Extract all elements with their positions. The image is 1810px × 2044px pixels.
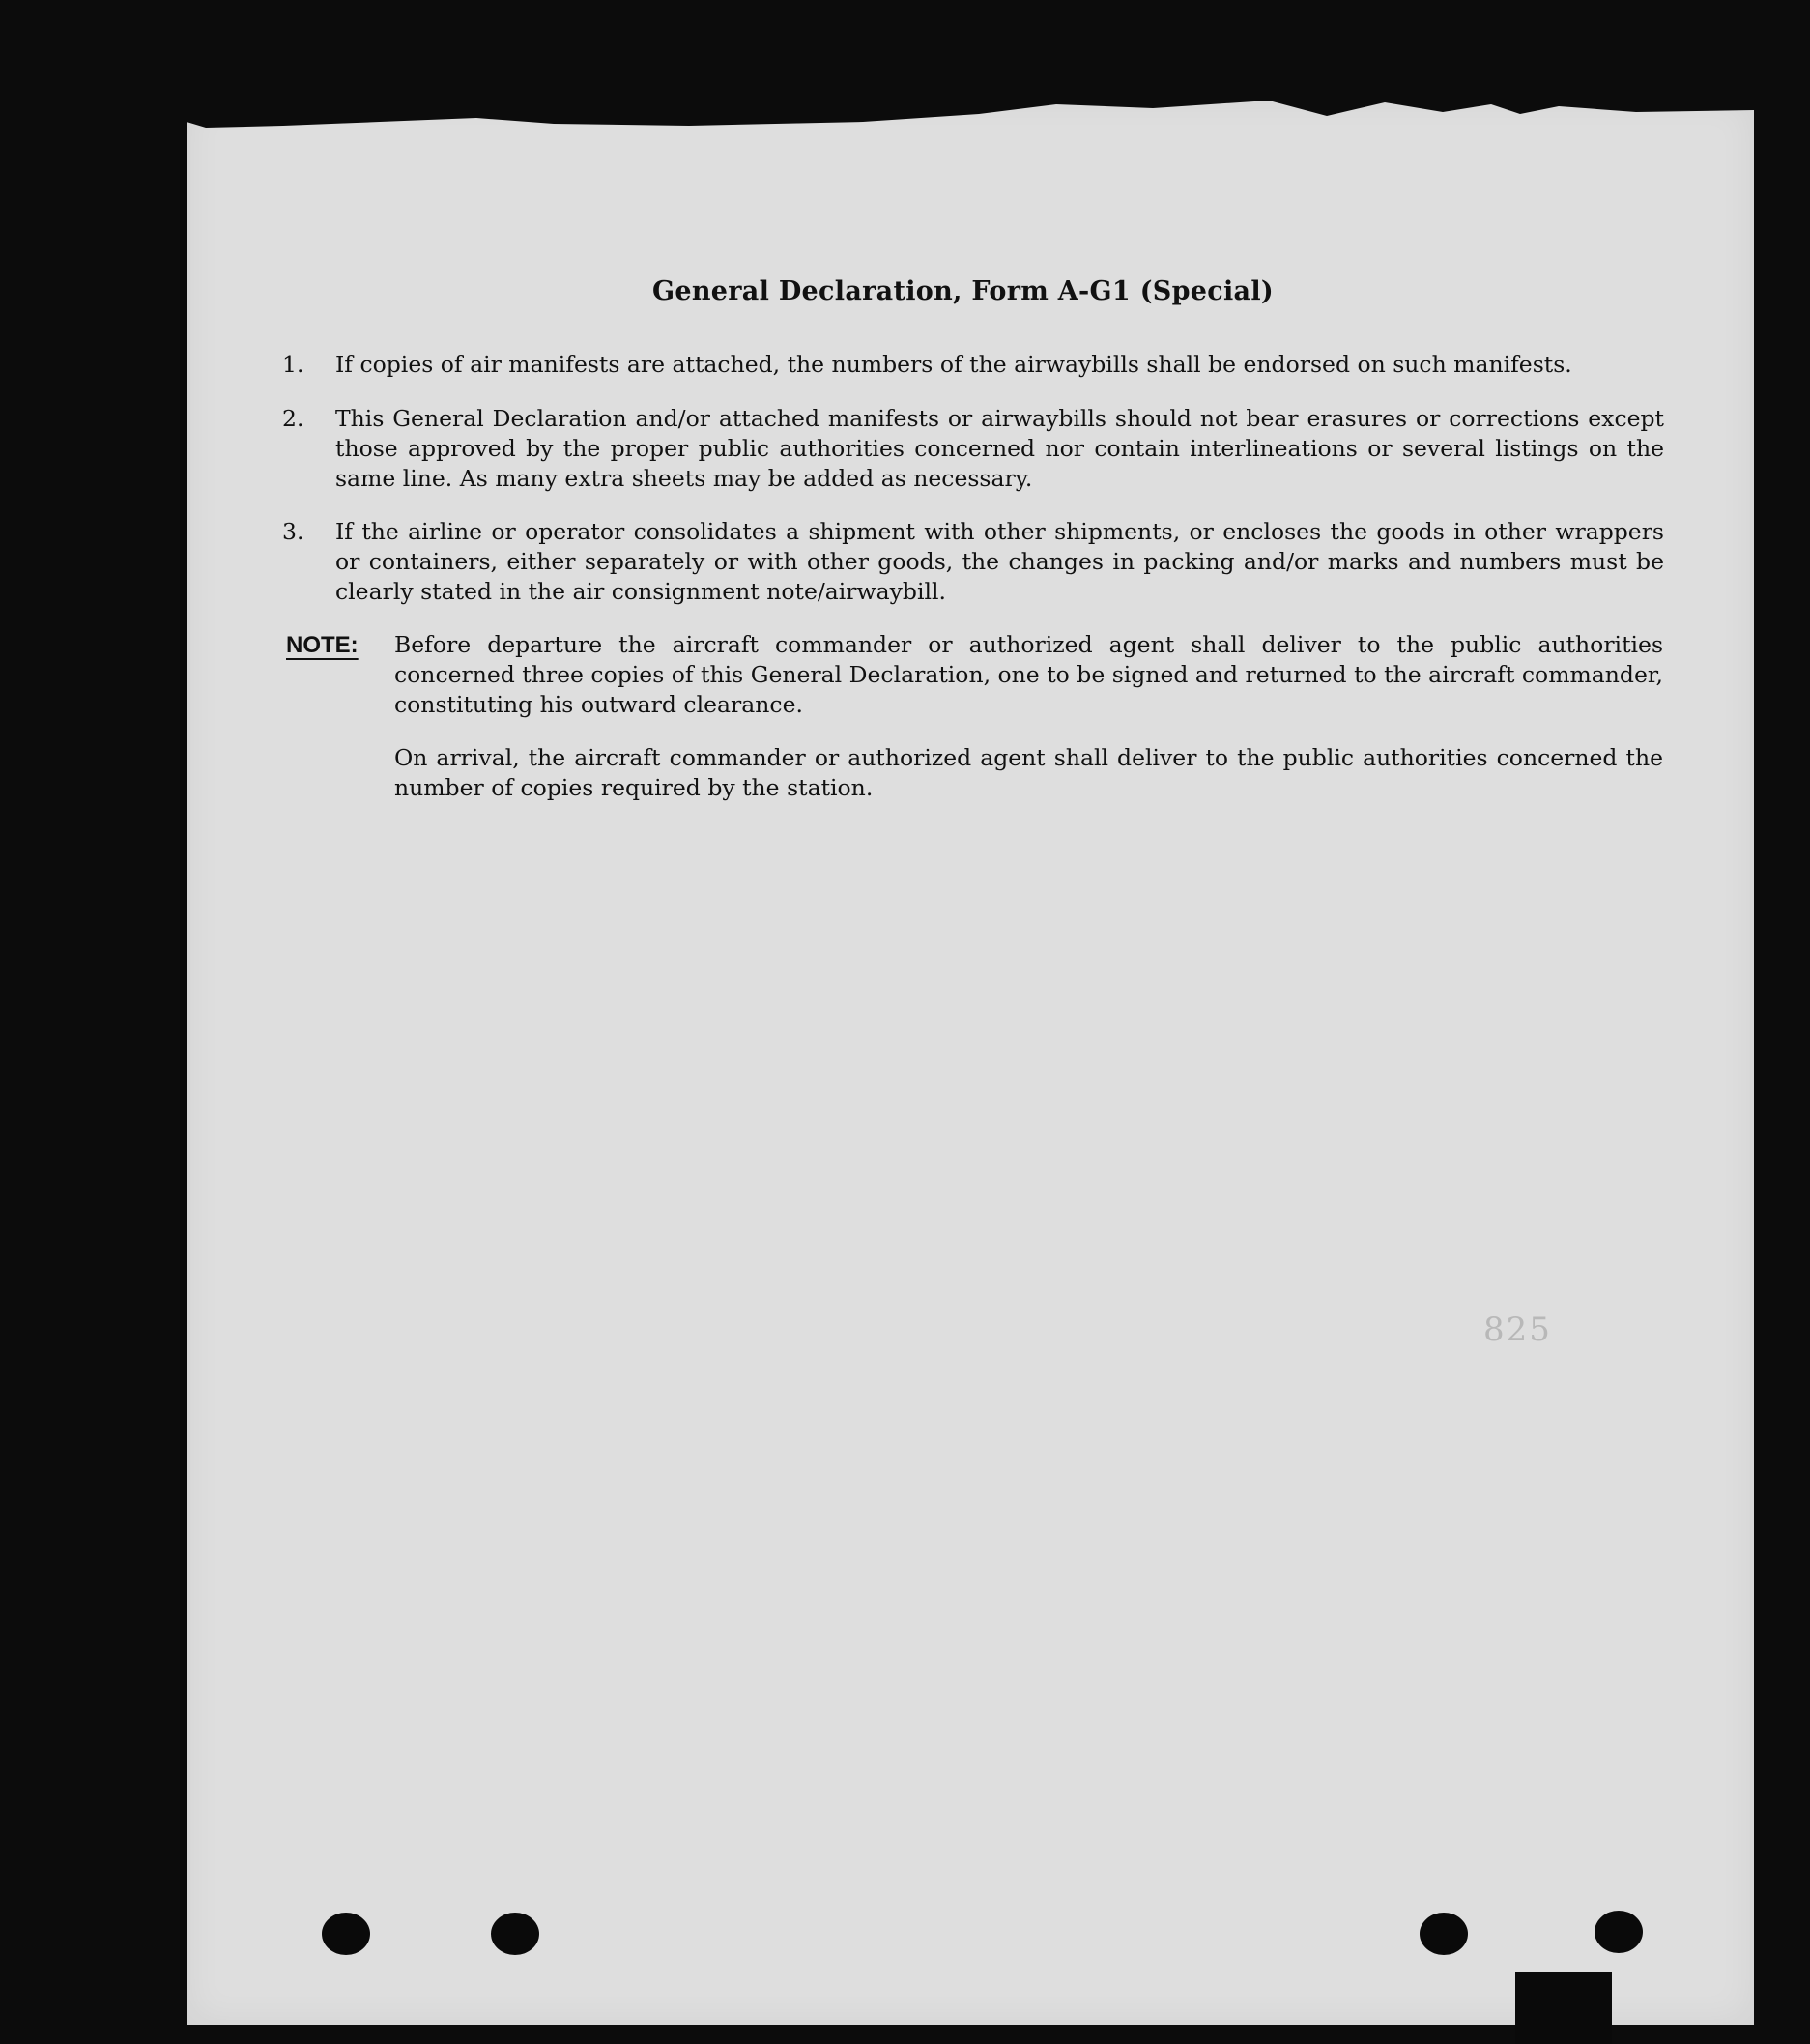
item-text: If the airline or operator consolidates a shipment with other shipments, or encloses the goods in other wrappers or containers, either separately or with other goods, the changes in packing and/or marks and numbers must be clearly stated in the air consignment note/airwaybill.	[335, 518, 1664, 605]
torn-corner	[1515, 1972, 1612, 2044]
document-title: General Declaration, Form A-G1 (Special)	[652, 276, 1274, 306]
item-number: 1.	[282, 351, 304, 378]
punch-hole	[491, 1913, 539, 1955]
torn-top-edge	[187, 93, 1754, 141]
item-number: 2.	[282, 405, 304, 432]
punch-hole	[322, 1913, 370, 1955]
list-item	[282, 404, 1664, 494]
note-paragraph: Before departure the aircraft commander or authorized agent shall deliver to the public authorities concerned three copies of this General Declaration, one to be signed and returned to the aircraft commander, constituting his outward clearance.	[394, 631, 1663, 718]
faint-stamp-number: 825	[1483, 1310, 1552, 1349]
paper-sheet	[187, 97, 1754, 2025]
list-item	[282, 517, 1664, 607]
punch-hole	[1420, 1913, 1468, 1955]
item-text: This General Declaration and/or attached manifests or airwaybills should not bear erasures or corrections except those approved by the proper public authorities concerned nor contain interlineations or several listings on the same line. As many extra sheets may be added as necessary.	[335, 405, 1664, 492]
item-number: 3.	[282, 518, 304, 545]
list-item	[282, 350, 1664, 380]
punch-hole	[1595, 1911, 1643, 1953]
item-text: If copies of air manifests are attached, the numbers of the airwaybills shall be endorsed on such manifests.	[335, 351, 1572, 378]
note-label: NOTE:	[286, 632, 359, 658]
note-paragraph: On arrival, the aircraft commander or authorized agent shall deliver to the public authorities concerned the number of copies required by the station.	[394, 744, 1663, 801]
